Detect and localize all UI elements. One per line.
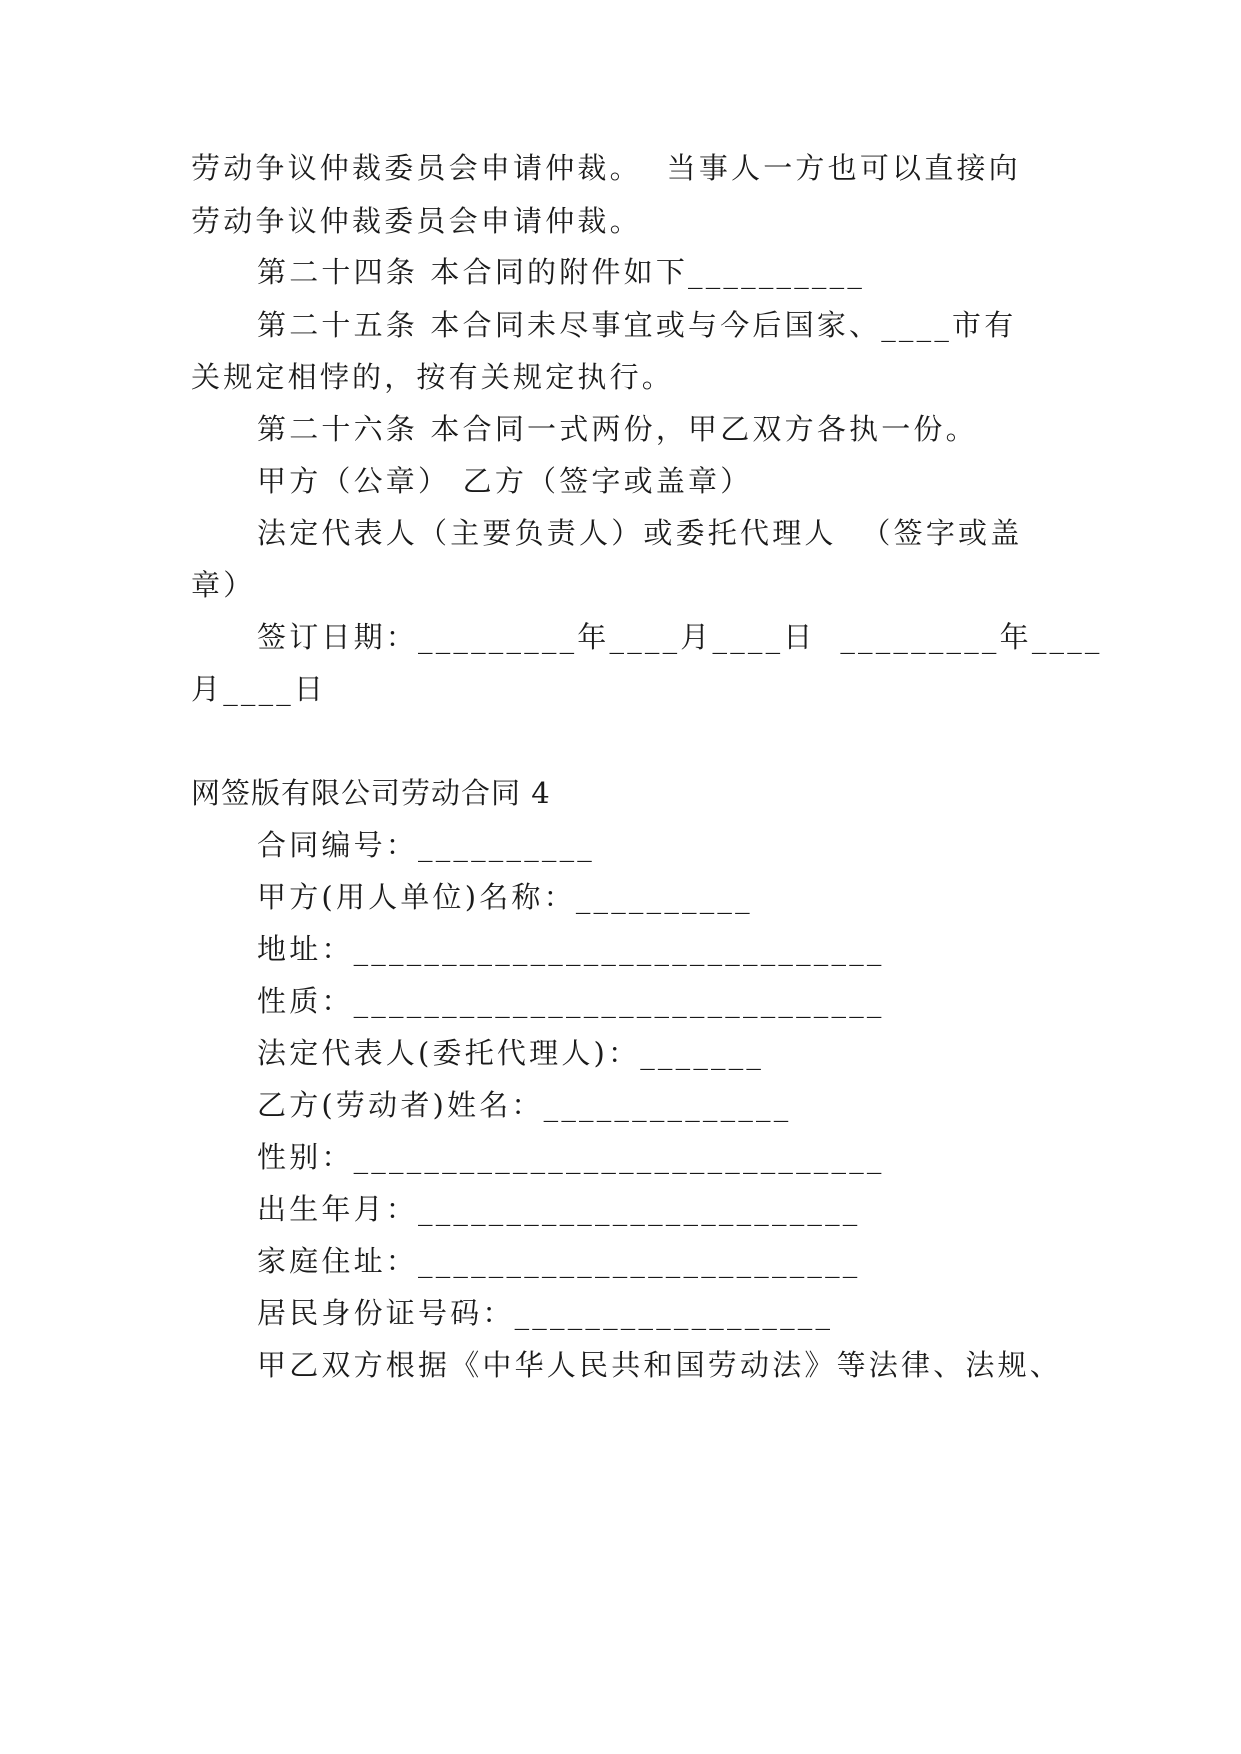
address-field: 地址：______________________________ <box>257 932 885 966</box>
signing-date-continuation: 月____日 <box>191 672 327 706</box>
article-24: 第二十四条 本合同的附件如下__________ <box>257 255 866 289</box>
employee-name-field: 乙方(劳动者)姓名：______________ <box>257 1088 792 1122</box>
signing-date: 签订日期：_________年____月____日 _________年____ <box>257 620 1103 654</box>
birth-date-field: 出生年月：_________________________ <box>257 1192 861 1226</box>
nature-field: 性质：______________________________ <box>257 984 885 1018</box>
signature-parties: 甲方（公章） 乙方（签字或盖章） <box>257 464 753 498</box>
employer-name-field: 甲方(用人单位)名称：__________ <box>257 880 753 914</box>
gender-field: 性别：______________________________ <box>257 1140 885 1174</box>
paragraph-line: 劳动争议仲裁委员会申请仲裁。 <box>191 204 642 238</box>
legal-representative-field: 法定代表人(委托代理人)：_______ <box>257 1036 765 1070</box>
article-26: 第二十六条 本合同一式两份，甲乙双方各执一份。 <box>257 412 978 446</box>
id-number-field: 居民身份证号码：__________________ <box>257 1296 834 1330</box>
paragraph-line: 甲乙双方根据《中华人民共和国劳动法》等法律、法规、 <box>257 1348 1063 1382</box>
home-address-field: 家庭住址：_________________________ <box>257 1244 861 1278</box>
legal-representative-line: 法定代表人（主要负责人）或委托代理人 （签字或盖 <box>257 516 1023 550</box>
section-title: 网签版有限公司劳动合同 4 <box>191 776 551 810</box>
paragraph-line: 章） <box>191 568 256 602</box>
paragraph-line: 劳动争议仲裁委员会申请仲裁。 当事人一方也可以直接向 <box>191 151 1021 185</box>
article-25: 第二十五条 本合同未尽事宜或与今后国家、____市有 <box>257 308 1017 342</box>
contract-number-field: 合同编号：__________ <box>257 828 596 862</box>
paragraph-line: 关规定相悖的，按有关规定执行。 <box>191 360 675 394</box>
